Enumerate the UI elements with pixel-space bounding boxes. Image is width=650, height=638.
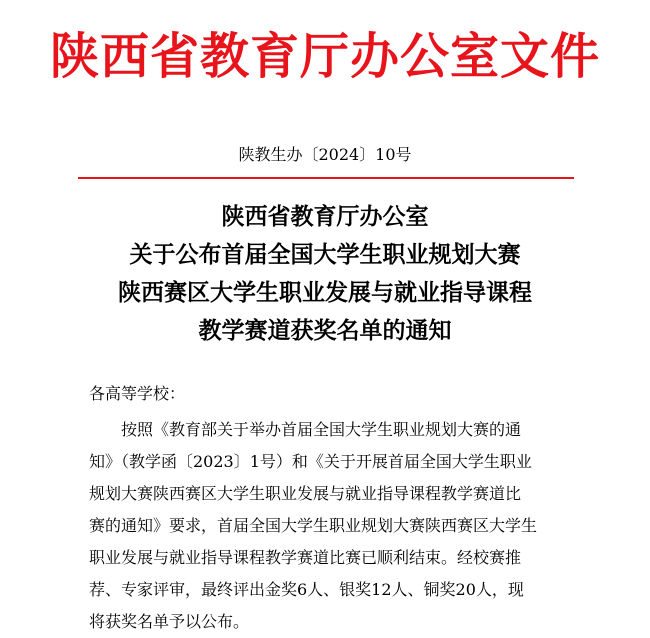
body-paragraph-line: 将获奖名单予以公布。 (89, 612, 250, 631)
notice-title (0, 198, 650, 350)
salutation: 各高等学校： (89, 384, 186, 403)
notice-title-line: 教学赛道获奖名单的通知 (198, 317, 452, 344)
notice-title-line: 关于公布首届全国大学生职业规划大赛 (129, 241, 521, 268)
body-paragraph-line: 赛的通知》要求，首届全国大学生职业规划大赛陕西赛区大学生 (89, 516, 538, 535)
notice-title-line: 陕西赛区大学生职业发展与就业指导课程 (118, 279, 532, 306)
body-paragraph-line: 荐、专家评审，最终评出金奖6人、银奖12人、铜奖20人，现 (89, 580, 524, 599)
document-issuer-title: 陕西省教育厅办公室文件 (49, 27, 600, 85)
red-divider-line (78, 177, 574, 179)
body-paragraph (89, 414, 579, 638)
body-paragraph-line: 规划大赛陕西赛区大学生职业发展与就业指导课程教学赛道比 (89, 484, 522, 503)
body-paragraph-line: 知》（教学函〔2023〕1号）和《关于开展首届全国大学生职业 (89, 452, 532, 471)
notice-title-line: 陕西省教育厅办公室 (221, 203, 429, 230)
body-paragraph-line: 按照《教育部关于举办首届全国大学生职业规划大赛的通 (89, 420, 522, 439)
document-number: 陕教生办〔2024〕10号 (238, 145, 412, 164)
body-paragraph-line: 职业发展与就业指导课程教学赛道比赛已顺利结束。经校赛推 (89, 548, 522, 567)
